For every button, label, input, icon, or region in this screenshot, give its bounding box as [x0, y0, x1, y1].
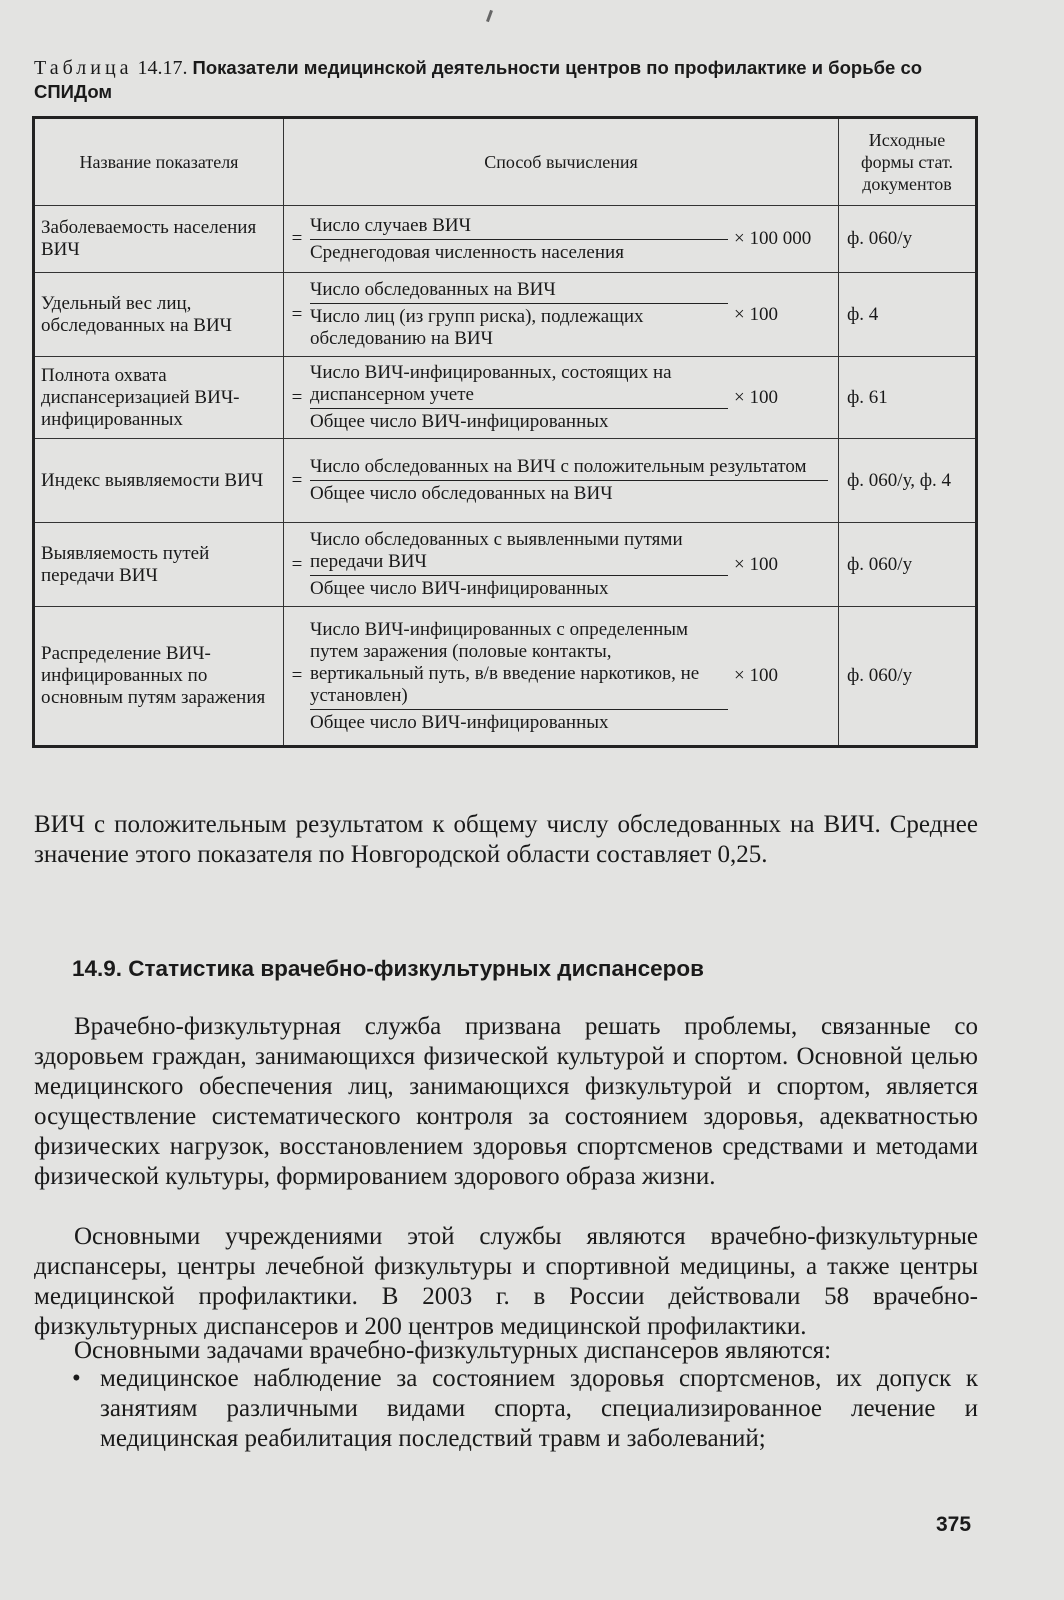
row-source: ф. 61	[839, 357, 977, 439]
numerator: Число ВИЧ-инфицированных с определенным путем заражения (половые контакты, вертикальный путь, в/в введение наркотиков, не установлен)	[310, 619, 728, 710]
header-name: Название показателя	[34, 118, 284, 206]
equals-sign: =	[291, 665, 303, 686]
table-header-row	[34, 118, 977, 206]
paragraph: Основными учреждениями этой службы являются врачебно-физкультурные диспансеры, центры лечебной физкультуры и спортивной медицины, а также центры медицинской профилактики. В 2003 г. в России действовали 58 врачебно-физкультурных диспансеров и 200 центров медицинской профилактики.	[34, 1223, 978, 1340]
numerator: Число случаев ВИЧ	[310, 215, 728, 240]
multiplier: × 100 000	[734, 228, 812, 249]
caption-number: 14.17.	[137, 57, 188, 79]
equals-sign: =	[291, 469, 303, 491]
equals-sign: =	[291, 303, 303, 325]
caption-label: Таблица	[34, 57, 133, 79]
bullet-text: медицинское наблюдение за состоянием здоровья спортсменов, их допуск к занятиям различными видами спорта, специализированное лечение и медицинская реабилитация последствий травм и заболеваний;	[100, 1365, 978, 1452]
numerator: Число ВИЧ-инфицированных, состоящих на диспансерном учете	[310, 362, 728, 409]
numerator: Число обследованных на ВИЧ с положительным результатом	[310, 456, 828, 481]
paragraph: Основными задачами врачебно-физкультурных диспансеров являются:	[74, 1337, 832, 1364]
fraction	[310, 215, 728, 264]
indicators-table	[32, 116, 978, 748]
row-source: ф. 060/у	[839, 206, 977, 273]
row-name: Заболеваемость населения ВИЧ	[34, 206, 284, 273]
fraction	[310, 456, 828, 505]
page-number: 375	[936, 1513, 972, 1536]
multiplier: × 100	[734, 553, 778, 575]
row-name: Удельный вес лиц, обследованных на ВИЧ	[34, 273, 284, 357]
equals-sign: =	[291, 553, 303, 575]
table-row	[34, 273, 977, 357]
header-method: Способ вычисления	[284, 118, 839, 206]
denominator: Общее число ВИЧ-инфицированных	[310, 578, 609, 599]
header-source: Исходные формы стат. документов	[839, 118, 977, 206]
numerator: Число обследованных с выявленными путями передачи ВИЧ	[310, 529, 728, 576]
caption-title: Показатели медицинской деятельности центров по профилактике и борьбе со СПИДом	[34, 57, 923, 102]
denominator: Общее число ВИЧ-инфицированных	[310, 711, 609, 733]
multiplier: × 100	[734, 303, 778, 325]
table-row	[34, 607, 977, 747]
fraction	[310, 362, 728, 433]
print-speck	[486, 10, 493, 22]
equals-sign: =	[291, 228, 303, 249]
denominator: Среднегодовая численность населения	[310, 241, 624, 263]
denominator: Общее число обследованных на ВИЧ	[310, 483, 613, 504]
numerator: Число обследованных на ВИЧ	[310, 279, 728, 304]
multiplier: × 100	[734, 665, 778, 686]
fraction	[310, 529, 728, 600]
paragraph: Врачебно-физкультурная служба призвана решать проблемы, связанные со здоровьем граждан, занимающихся физической культурой и спортом. Основной целью медицинского обеспечения лиц, занимающихся физкультурой и спортом, является осуществление систематического контроля за состоянием здоровья, адекватностью физических нагрузок, восстановлением здоровья спортсменов средствами и методами физической культуры, формированием здорового образа жизни.	[34, 1013, 978, 1190]
table-caption	[34, 56, 974, 104]
row-source: ф. 060/у, ф. 4	[839, 439, 977, 523]
table-row	[34, 357, 977, 439]
row-source: ф. 060/у	[839, 523, 977, 607]
multiplier: × 100	[734, 386, 778, 408]
table-row	[34, 206, 977, 273]
row-source: ф. 060/у	[839, 607, 977, 747]
row-name: Распределение ВИЧ-инфицированных по основным путям заражения	[34, 607, 284, 747]
equals-sign: =	[291, 386, 303, 408]
denominator: Число лиц (из групп риска), подлежащих обследованию на ВИЧ	[310, 306, 644, 349]
fraction	[310, 279, 728, 350]
table-row	[34, 523, 977, 607]
fraction	[310, 619, 728, 734]
row-name: Полнота охвата диспансеризацией ВИЧ-инфицированных	[34, 357, 284, 439]
row-source: ф. 4	[839, 273, 977, 357]
bullet-icon: •	[72, 1365, 81, 1392]
table-row	[34, 439, 977, 523]
row-name: Индекс выявляемости ВИЧ	[34, 439, 284, 523]
row-name: Выявляемость путей передачи ВИЧ	[34, 523, 284, 607]
paragraph-continuation: ВИЧ с положительным результатом к общему числу обследованных на ВИЧ. Среднее значение этого показателя по Новгородской области составляет 0,25.	[34, 811, 978, 868]
bullet-list-item	[34, 1364, 978, 1454]
denominator: Общее число ВИЧ-инфицированных	[310, 411, 609, 432]
section-heading: 14.9. Статистика врачебно-физкультурных диспансеров	[72, 956, 704, 981]
